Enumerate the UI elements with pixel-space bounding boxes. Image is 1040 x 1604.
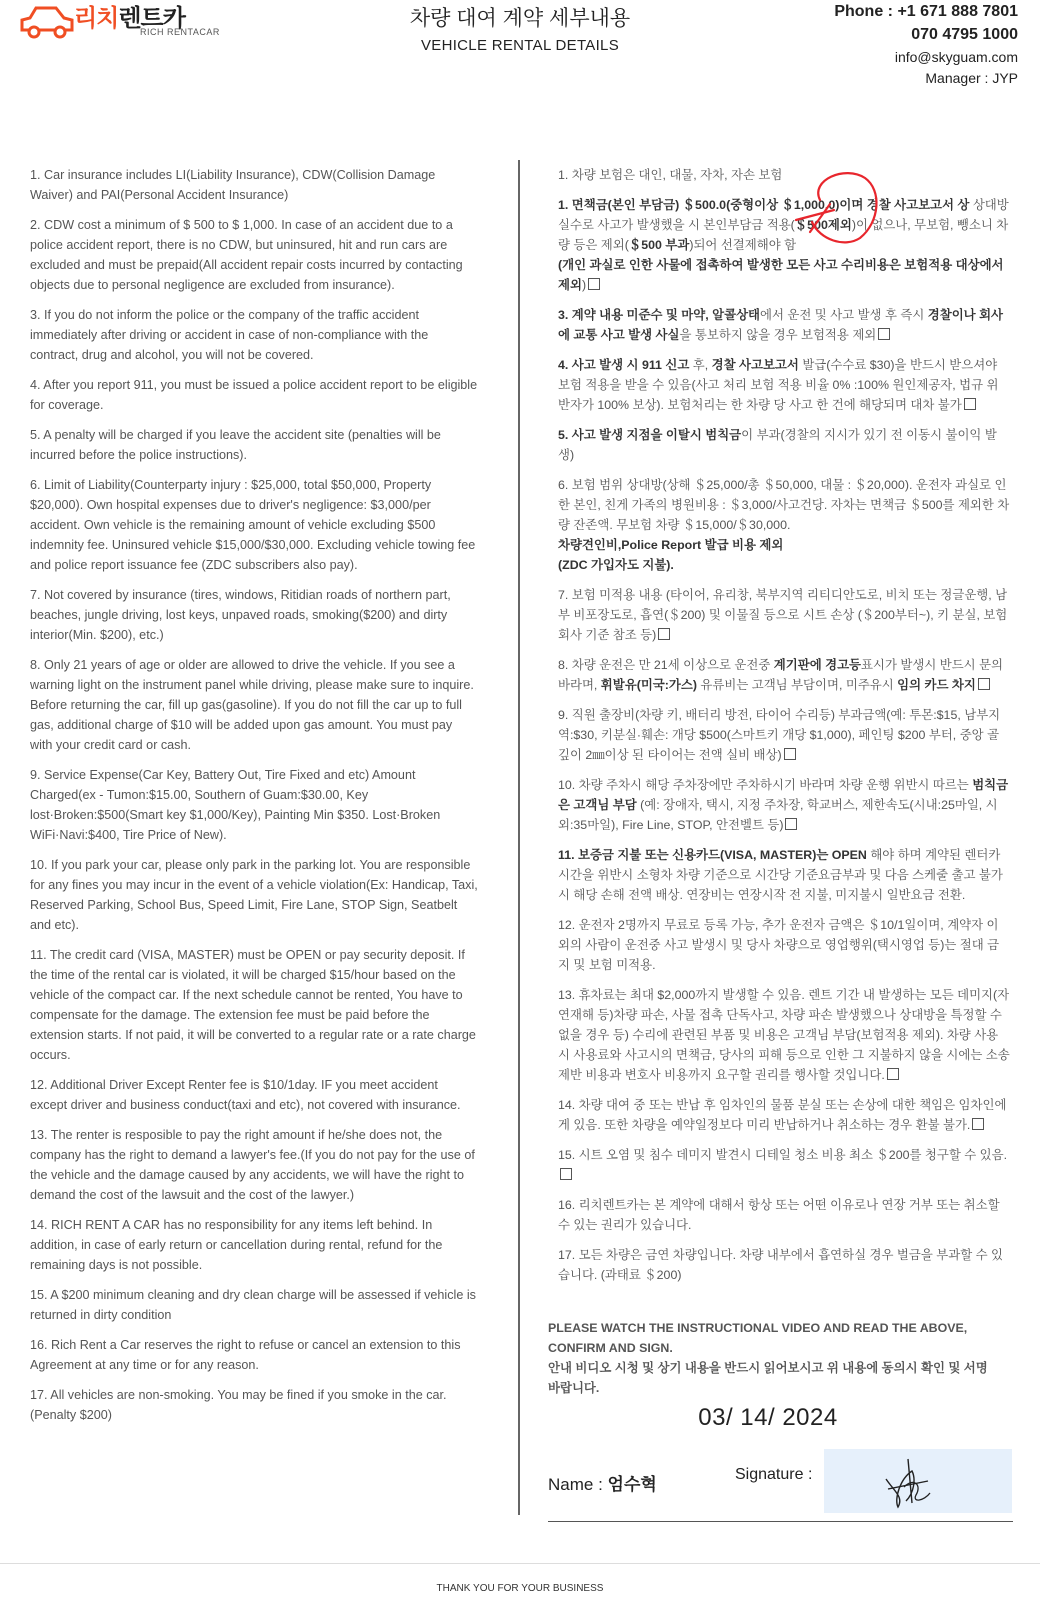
handwritten-signature-icon: [824, 1449, 1012, 1513]
term-ko-17-text: 17. 모든 차량은 금연 차량입니다. 차량 내부에서 흡연하실 경우 벌금을 부과할 수 있습니다. (과태료 ＄200): [558, 1248, 1003, 1282]
term-en-11: 11. The credit card (VISA, MASTER) must be OPEN or pay security deposit. If the time of the rental car is violated, it will be charged $15/hour based on the vehicle of the compact car. If the next schedule cannot be rented, You have to compensate for the damage. The extension fee must be paid before the extension starts. If not paid, it will be converted to a regular rate or a rate charge occurs.: [30, 948, 476, 1062]
term-ko-4-bold-b: 경찰 사고보고서: [711, 358, 799, 372]
term-ko-4: [558, 355, 1010, 415]
signature-field[interactable]: [824, 1449, 1012, 1513]
term-en-2: 2. CDW cost a minimum of $ 500 to $ 1,000. In case of an accident due to a police accident report, there is no CDW, but uninsured, hit and run cars are excluded and must be prepaid(All accident repair costs incurred by contacting objects due to personal negligence are excluded from insurance).: [30, 218, 463, 292]
term-en-16: 16. Rich Rent a Car reserves the right to refuse or cancel an extension to this Agreement at any time or for any reason.: [30, 1338, 461, 1372]
term-ko-6-text-a: 6. 보험 범위 상대방(상해 ＄25,000/총 ＄50,000, 대물 : ＄20,000). 운전자 과실로 인한 본인, 친게 가족의 병원비용 : ＄3,000/사고건당. 자차는 면책금 ＄500를 제외한 차량 잔존액. 무보험 차량 ＄15,000/＄30,000.: [558, 478, 1010, 532]
term-ko-14-text: 14. 차량 대여 중 또는 반납 후 임차인의 물품 분실 또는 손상에 대한 책임은 임차인에게 있음. 또한 차량을 예약일정보다 미리 반납하거나 취소하는 경우 환불 불가.: [558, 1098, 1007, 1132]
signature-label: Signature :: [735, 1466, 813, 1483]
agree-checkbox-13[interactable]: [887, 1068, 899, 1080]
footer-thanks: THANK YOU FOR YOUR BUSINESS: [436, 1583, 604, 1594]
email-address: info@skyguam.com: [894, 49, 1018, 65]
term-ko-3-bold-a: 3. 계약 내용 미준수 및 마약, 알콜상태: [558, 308, 761, 322]
term-en-12: 12. Additional Driver Except Renter fee is $10/1day. IF you meet accident except driver and business conduct(taxi and etc), not covered with insurance.: [30, 1078, 461, 1112]
term-ko-9: [558, 705, 1010, 765]
term-ko-14: [558, 1095, 1010, 1135]
term-ko-7: [558, 585, 1010, 645]
agree-checkbox-7[interactable]: [658, 628, 670, 640]
agree-checkbox-10[interactable]: [785, 818, 797, 830]
phone-number: Phone : +1 671 888 7801: [834, 3, 1018, 20]
term-ko-13: [558, 985, 1010, 1085]
contract-date: 03/ 14/ 2024: [698, 1404, 838, 1431]
terms-korean-column: [558, 165, 1010, 1295]
term-en-10: 10. If you park your car, please only park in the parking lot. You are responsible for any fines you may incur in the event of a vehicle violation(Ex: Handicap, Taxi, Reserved Parking, School Bus, Speed Limit, Fire Lane, STOP Sign, Seatbelt and etc).: [30, 858, 478, 932]
term-ko-12-text: 12. 운전자 2명까지 무료로 등록 가능, 추가 운전자 금액은 ＄10/1일이며, 계약자 이외의 사람이 운전중 사고 발생시 및 당사 차량으로 영업행위(택시영업 등)는 절대 금지 및 보험 미적용.: [558, 918, 1000, 972]
term-ko-3-bold-b: 경찰이나 회사에 교통 사고 발생 사실: [558, 308, 1004, 342]
logo-subtitle: RICH RENTACAR: [140, 27, 220, 37]
term-ko-3-text-a: 에서 운전 및 사고 발생 후 즉시: [760, 308, 928, 322]
term-ko-5: [558, 425, 1010, 465]
sign-notice-ko: 안내 비디오 시청 및 상기 내용을 반드시 읽어보시고 위 내용에 동의시 확인 및 서명 바랍니다.: [548, 1361, 988, 1395]
term-en-13: 13. The renter is resposible to pay the right amount if he/she does not, the company has the right to demand a lawyer's fee.(If you do not pay for the use of the vehicle and the damage caused by any accidents, we will have the right to demand the cost of the lawsuit and the cost of the lawyer.): [30, 1128, 475, 1202]
term-ko-10-text-a: 10. 차량 주차시 해당 주차장에만 주차하시기 바라며 차량 운행 위반시 따르는: [558, 778, 973, 792]
term-ko-6-bold-a: 차량견인비,Police Report 발급 비용 제외: [558, 538, 784, 552]
term-ko-4-text-b: 발급(수수료 $30)을 반드시 받으셔야 보험 적용을 받을 수 있음(사고 처리 보험 적용 비율 0% :100% 원인제공자, 법규 위반자가 100% 보상). 보험처리는 한 차량 당 사고 한 건에 해당되며 대차 불가: [558, 358, 999, 412]
phone-number-2: 070 4795 1000: [911, 26, 1018, 43]
term-ko-11-bold-a: 11. 보증금 지불 또는 신용카드(VISA, MASTER)는 OPEN: [558, 848, 867, 862]
contact-block: [834, 3, 1018, 86]
sign-notice: [548, 1318, 988, 1398]
agree-checkbox-14[interactable]: [972, 1118, 984, 1130]
name-value: 엄수혁: [607, 1475, 657, 1494]
term-ko-7-text: 7. 보험 미적용 내용 (타이어, 유리창, 북부지역 리티디안도로, 비치 또는 정글운행, 남부 비포장도로, 흡연(＄200) 및 이물질 등으로 시트 손상 (＄200부터~), 키 분실, 보험회사 기준 참조 등): [558, 588, 1008, 642]
term-ko-9-text: 9. 직원 출장비(차량 키, 배터리 방전, 타이어 수리등) 부과금액(예: 투몬:$15, 남부지역:$30, 키분실·훼손: 개당 $500(스마트키 개당 $1,000), 페인팅 $200 부터, 중앙 골 깊이 2㎜이상 된 타이어는 전액 실비 배상): [558, 708, 1001, 762]
title-korean: 차량 대여 계약 세부내용: [409, 7, 631, 30]
term-ko-11-text-a: 해야 하며 계약된 렌터카 시간을 위반시 소형차 차량 기준으로 시간당 기준요금부과 및 다음 스케줄 출고 불가시 해당 손해 전액 배상. 연장비는 연장시작 전 지불, 미지불시 일반요금 전환.: [558, 848, 1003, 902]
term-ko-11: [558, 845, 1010, 905]
agree-checkbox-1[interactable]: [588, 278, 600, 290]
term-en-8: 8. Only 21 years of age or older are allowed to drive the vehicle. If you see a warning light on the instrument panel while driving, please make sure to inquire. Before returning the car, fill up gas(gasoline). If you do not fill the car up to full gas, additional charge of $10 will be added upon gas amount. You must pay with your credit card or cash.: [30, 658, 474, 752]
term-ko-1-text-b: )이 없으나, 무보험, 뺑소니 차량 등은 제외(: [558, 218, 1009, 252]
agree-checkbox-9[interactable]: [784, 748, 796, 760]
term-ko-1-bold-d: (개인 과실로 인한 사물에 접촉하여 발생한 모든 사고 수리비용은 보험적용 대상에서 제외: [558, 258, 1004, 292]
term-ko-10-text-b: (예: 장애자, 택시, 지정 주차장, 학교버스, 제한속도(시내:25마일, 시외:35마일), Fire Line, STOP, 안전벨트 등): [558, 798, 998, 832]
term-ko-1-bold-b: ＄500제외: [794, 218, 852, 232]
title-english: VEHICLE RENTAL DETAILS: [420, 37, 620, 54]
term-ko-3: [558, 305, 1010, 345]
term-en-9: 9. Service Expense(Car Key, Battery Out, Tire Fixed and etc) Amount Charged(ex - Tumon:$15.00, Southern of Guam:$30.00, Key lost·Broken:$500(Smart key $1,000/Key), Painting Min $350. Lost·Broken WiFi·Navi:$400, Tire Price of New).: [30, 768, 441, 842]
footer-divider: [0, 1563, 1040, 1564]
term-ko-16-text: 16. 리치렌트카는 본 계약에 대해서 항상 또는 어떤 이유로나 연장 거부 또는 취소할 수 있는 권리가 있습니다.: [558, 1198, 1000, 1232]
term-en-5: 5. A penalty will be charged if you leave the accident site (penalties will be incurred before the police instructions).: [30, 428, 441, 462]
term-ko-8-bold-c: 임의 카드 차지: [897, 678, 976, 692]
term-ko-8-text-b: 표시가 발생시 반드시 문의 바라며,: [558, 658, 1004, 692]
term-ko-10: [558, 775, 1010, 835]
term-ko-8: [558, 655, 1010, 695]
term-ko-12: [558, 915, 1010, 975]
term-ko-5-bold-a: 5. 사고 발생 지점을 이탈시 범칙금: [558, 428, 742, 442]
manager-label: Manager : JYP: [925, 70, 1018, 86]
term-ko-8-text-c: 유류비는 고객님 부담이며, 미주유시: [696, 678, 898, 692]
renter-name: [548, 1470, 657, 1495]
agree-checkbox-15[interactable]: [560, 1168, 572, 1180]
sign-notice-en: PLEASE WATCH THE INSTRUCTIONAL VIDEO AND READ THE ABOVE, CONFIRM AND SIGN.: [548, 1321, 968, 1355]
term-ko-10-bold-a: 범칙금은 고객님 부담: [558, 778, 1009, 812]
column-divider: [518, 160, 520, 1515]
term-en-3: 3. If you do not inform the police or the company of the traffic accident immediately after driving or accident in case of non-compliance with the contract, drug and alcohol, you will not be covered.: [30, 308, 429, 362]
term-ko-15-text: 15. 시트 오염 및 침수 데미지 발견시 디테일 청소 비용 최소 ＄200를 청구할 수 있음.: [558, 1148, 1008, 1162]
term-ko-1: [558, 195, 1010, 295]
term-ko-13-text: 13. 휴차료는 최대 $2,000까지 발생할 수 있음. 렌트 기간 내 발생하는 모든 데미지(자연재해 등)차량 파손, 사물 접촉 단독사고, 차량 파손 발생했으나 상대방을 특정할 수 없을 경우 등) 수리에 관련된 부품 및 비용은 고객님 부담(보험적용 제외). 차량 사용시 사용료와 사고시의 면책금, 당사의 피해 등으로 인한 그 지불하지 않을 시에는 소송제반 비용과 변호사 비용까지 요구할 권리를 행사할 것입니다.: [558, 988, 1010, 1082]
term-en-15: 15. A $200 minimum cleaning and dry clean charge will be assessed if vehicle is returned in dirty condition: [30, 1288, 476, 1322]
term-en-6: 6. Limit of Liability(Counterparty injury : $25,000, total $50,000, Property $20,000). Own hospital expenses due to driver's negligence: $3,000/per accident. Own vehicle is the remaining amount of vehicle excluding $500 indemnity fee. Uninsured vehicle $15,000/$30,000. Excluding vehicle towing fee and police report issuance fee (ZDC subscribers also pay).: [30, 478, 476, 572]
term-ko-1-text-a: 상대방 실수로 사고가 발생했을 시 본인부담금 적용(: [558, 198, 1009, 232]
term-ko-8-bold-b: 휘발유(미국:가스): [600, 678, 697, 692]
term-ko-1-bold-c: ＄500 부과: [628, 238, 690, 252]
logo-text-a: 리치: [74, 5, 119, 32]
agree-checkbox-8[interactable]: [978, 678, 990, 690]
name-label: Name :: [548, 1475, 608, 1494]
terms-english-column: [30, 165, 478, 1435]
logo-text-b: 렌트카: [118, 5, 185, 32]
signature-underline: [548, 1521, 1013, 1522]
agree-checkbox-3[interactable]: [878, 328, 890, 340]
red-circle-annotation: [790, 160, 890, 250]
term-ko-8-bold-a: 계기판에 경고등: [773, 658, 862, 672]
term-ko-15: [558, 1145, 1010, 1185]
term-en-4: 4. After you report 911, you must be issued a police accident report to be eligible for coverage.: [30, 378, 478, 412]
term-ko-6: [558, 475, 1010, 575]
term-ko-1-text-c: )되어 선결제해야 함: [689, 238, 797, 252]
term-ko-17: [558, 1245, 1010, 1285]
term-ko-8-text-a: 8. 차량 운전은 만 21세 이상으로 운전중: [558, 658, 774, 672]
term-ko-0-text: 1. 차량 보험은 대인, 대물, 자차, 자손 보험: [558, 168, 783, 182]
term-ko-3-text-b: 을 통보하지 않을 경우 보험적용 제외: [679, 328, 877, 342]
term-en-7: 7. Not covered by insurance (tires, windows, Ritidian roads of northern part, beaches, jungle driving, lost keys, unpaved roads, smoking($200) and dirty interior(Min. $200), etc.): [30, 588, 451, 642]
term-ko-4-text-a: 후,: [689, 358, 712, 372]
term-ko-4-bold-a: 4. 사고 발생 시 911 신고: [558, 358, 690, 372]
term-ko-1-text-d: ): [581, 278, 587, 292]
term-en-14: 14. RICH RENT A CAR has no responsibility for any items left behind. In addition, in case of early return or cancellation during rental, refund for the remaining days is not possible.: [30, 1218, 443, 1272]
term-en-17: 17. All vehicles are non-smoking. You may be fined if you smoke in the car.(Penalty $200): [30, 1388, 447, 1422]
agree-checkbox-4[interactable]: [964, 398, 976, 410]
term-ko-5-text-a: 이 부과(경찰의 지시가 있기 전 이동시 불이익 발생): [558, 428, 997, 462]
term-ko-6-bold-b: (ZDC 가입자도 지불).: [558, 558, 674, 572]
term-en-1: 1. Car insurance includes LI(Liability Insurance), CDW(Collision Damage Waiver) and PAI(Personal Accident Insurance): [30, 168, 436, 202]
term-ko-0: [558, 165, 1010, 185]
term-ko-1-bold-a: 1. 면책금(본인 부담금) ＄500.0(중형이상 ＄1,000.0)이며 경찰 사고보고서 상: [558, 198, 970, 212]
term-ko-16: [558, 1195, 1010, 1235]
